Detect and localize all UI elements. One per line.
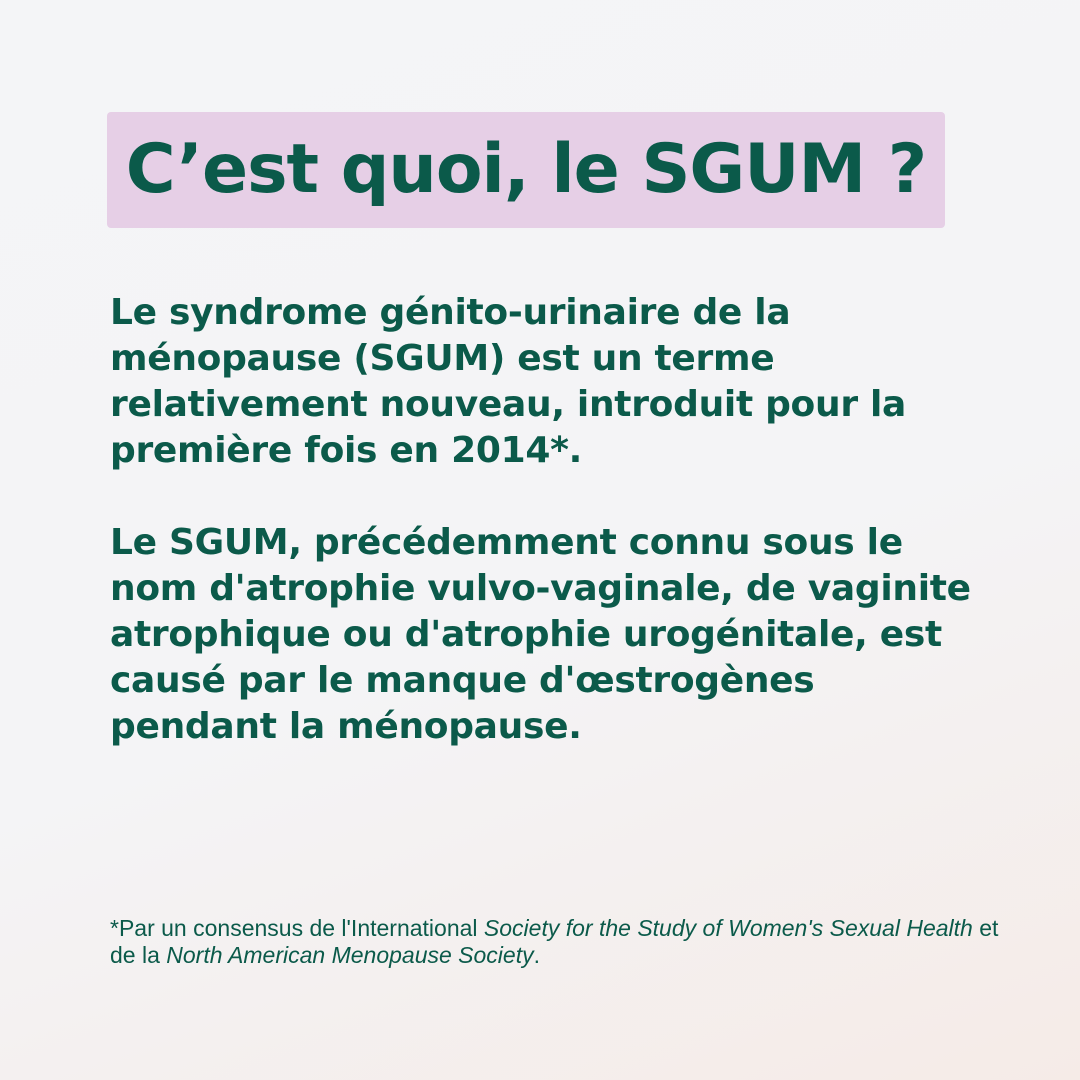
footnote [110, 915, 1010, 969]
footnote-society-name: Society for the Study of Women's Sexual Health [483, 915, 973, 941]
page-title: C’est quoi, le SGUM ? [125, 130, 927, 209]
description-paragraph: Le SGUM, précédemment connu sous le nom d'atrophie vulvo-vaginale, de vaginite atrophique ou d'atrophie urogénitale, est causé par le manque d'œstrogènes pendant la ménopause. [110, 522, 971, 747]
footnote-text: et de la [110, 915, 999, 968]
title-highlight-box [107, 112, 945, 228]
footnote-text: *Par un consensus de l'International [110, 915, 484, 941]
intro-paragraph: Le syndrome génito-urinaire de la ménopause (SGUM) est un terme relativement nouveau, introduit pour la première fois en 2014*. [110, 292, 907, 471]
footnote-society-name: North American Menopause Society [166, 942, 534, 968]
footnote-text: . [533, 942, 540, 968]
